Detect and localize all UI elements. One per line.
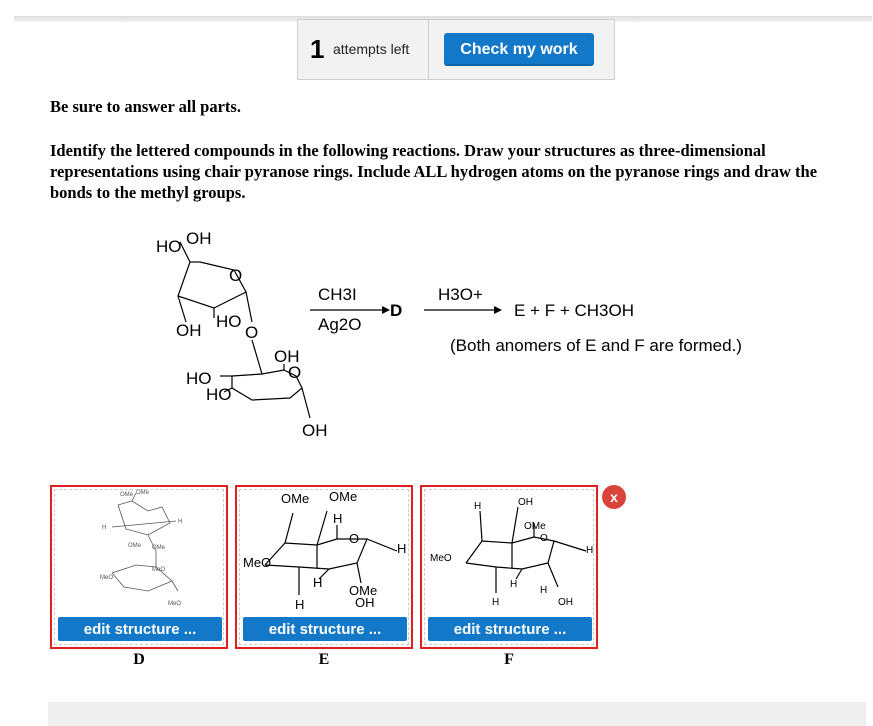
label-oh-mid: OH [274,347,300,366]
structure-f-drawing [422,487,596,615]
reagent-h3o: H3O+ [438,285,483,304]
e-atom-h2: H [397,541,407,556]
label-ring-o2: O [288,363,302,382]
e-atom-h4: H [295,597,305,612]
attempts-toolbar [297,19,615,80]
svg-text:MeO: MeO [100,575,114,581]
label-oh-top: OH [186,229,212,248]
reagent-ag2o: Ag2O [318,315,362,334]
check-my-work-button[interactable]: Check my work [444,33,594,66]
toolbar-divider [428,20,429,79]
edit-structure-f-button[interactable]: edit structure ... [428,617,592,641]
svg-text:H: H [102,525,107,531]
answer-panel-e[interactable] [235,485,413,649]
svg-text:MeO: MeO [152,567,166,573]
anomers-note: (Both anomers of E and F are formed.) [450,336,742,355]
f-atom-oh2: OH [558,597,573,608]
structure-e-drawing [237,487,411,615]
svg-text:OMe: OMe [152,545,166,551]
label-oh-left: OH [176,321,202,340]
svg-text:OMe: OMe [120,492,134,498]
f-atom-h2: H [586,545,594,556]
panel-label-e: E [318,651,330,668]
instruction-answer-all: Be sure to answer all parts. [50,97,241,116]
svg-text:OMe: OMe [128,543,142,549]
e-atom-h1: H [333,511,343,526]
e-atom-meo: MeO [243,555,272,570]
label-ring-o1: O [229,266,243,285]
answer-panel-d[interactable] [50,485,228,649]
close-icon[interactable]: x [602,485,626,509]
label-ho-mid: HO [216,312,242,331]
e-atom-h3: H [313,575,323,590]
panel-label-f: F [504,651,514,668]
e-atom-ome3: OMe [349,583,378,598]
reagent-ch3i: CH3I [318,285,357,304]
f-atom-oh1: OH [518,497,533,508]
svg-text:MeO: MeO [168,601,182,607]
attempts-count: 1 [310,34,325,64]
edit-structure-e-button[interactable]: edit structure ... [243,617,407,641]
f-atom-h3: H [510,579,518,590]
e-atom-ome1: OMe [281,491,310,506]
edit-structure-d-button[interactable]: edit structure ... [58,617,222,641]
products-efch3oh: E + F + CH3OH [514,301,634,320]
label-glyco-o: O [245,323,259,342]
e-atom-o: O [349,531,360,546]
answer-panel-f[interactable] [420,485,598,649]
f-atom-h1: H [474,501,482,512]
label-ho-low1: HO [186,369,212,388]
e-atom-oh: OH [355,595,375,610]
structure-d-drawing [52,487,226,615]
e-atom-ome2: OMe [329,489,358,504]
bottom-panel [48,702,866,726]
label-ho-top: HO [156,237,182,256]
f-atom-h5: H [492,597,500,608]
f-atom-meo: MeO [430,553,452,564]
label-oh-bottom: OH [302,421,328,440]
instruction-question: Identify the lettered compounds in the following reactions. Draw your structures as three-dimensional representations using chair pyranose rings. Include ALL hydrogen atoms on the pyranose rings and draw the bonds to the methyl groups. [50,141,818,202]
panel-label-d: D [133,651,145,668]
product-d: D [390,301,403,320]
f-atom-ome: OMe [524,521,546,532]
svg-text:OMe: OMe [136,490,150,496]
f-atom-h4: H [540,585,548,596]
svg-text:H: H [178,519,183,525]
attempts-label: attempts left [333,41,410,57]
f-atom-o: O [540,533,548,544]
label-ho-low2: HO [206,385,232,404]
